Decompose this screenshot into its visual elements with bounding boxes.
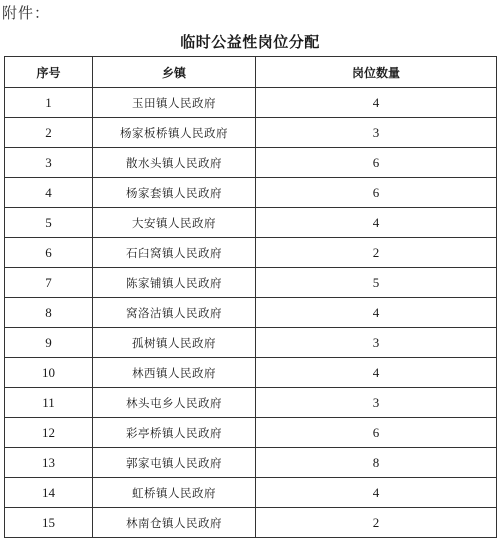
- table-header-row: [5, 57, 497, 88]
- column-header-number: 序号: [5, 57, 93, 88]
- row-count: 3: [256, 118, 497, 148]
- row-count: 3: [256, 388, 497, 418]
- row-town: 陈家铺镇人民政府: [93, 268, 256, 298]
- table-row: [5, 418, 497, 448]
- row-town: 虹桥镇人民政府: [93, 478, 256, 508]
- row-count: 3: [256, 328, 497, 358]
- table-row: [5, 118, 497, 148]
- table-row: [5, 328, 497, 358]
- table-row: [5, 178, 497, 208]
- row-number: 6: [5, 238, 93, 268]
- row-number: 5: [5, 208, 93, 238]
- row-town: 杨家板桥镇人民政府: [93, 118, 256, 148]
- document-title: 临时公益性岗位分配: [180, 33, 320, 51]
- allocation-table: [4, 56, 497, 538]
- row-count: 4: [256, 478, 497, 508]
- table-row: [5, 148, 497, 178]
- column-header-town: 乡镇: [93, 57, 256, 88]
- table-row: [5, 88, 497, 118]
- row-town: 大安镇人民政府: [93, 208, 256, 238]
- attachment-label: 附件：: [2, 4, 51, 22]
- row-number: 7: [5, 268, 93, 298]
- row-town: 孤树镇人民政府: [93, 328, 256, 358]
- row-count: 6: [256, 418, 497, 448]
- column-header-count: 岗位数量: [256, 57, 497, 88]
- row-town: 散水头镇人民政府: [93, 148, 256, 178]
- row-count: 4: [256, 208, 497, 238]
- row-town: 窝洛沽镇人民政府: [93, 298, 256, 328]
- row-town: 玉田镇人民政府: [93, 88, 256, 118]
- row-town: 杨家套镇人民政府: [93, 178, 256, 208]
- row-number: 1: [5, 88, 93, 118]
- row-number: 11: [5, 388, 93, 418]
- table-body: [5, 88, 497, 538]
- row-town: 石臼窝镇人民政府: [93, 238, 256, 268]
- table-row: [5, 448, 497, 478]
- row-count: 5: [256, 268, 497, 298]
- row-number: 12: [5, 418, 93, 448]
- row-town: 林西镇人民政府: [93, 358, 256, 388]
- table-row: [5, 238, 497, 268]
- row-count: 2: [256, 238, 497, 268]
- row-number: 15: [5, 508, 93, 538]
- row-count: 4: [256, 88, 497, 118]
- table-row: [5, 388, 497, 418]
- row-town: 郭家屯镇人民政府: [93, 448, 256, 478]
- row-number: 9: [5, 328, 93, 358]
- row-town: 彩亭桥镇人民政府: [93, 418, 256, 448]
- row-count: 2: [256, 508, 497, 538]
- row-count: 6: [256, 178, 497, 208]
- row-number: 13: [5, 448, 93, 478]
- table-row: [5, 358, 497, 388]
- row-count: 8: [256, 448, 497, 478]
- row-count: 6: [256, 148, 497, 178]
- table-row: [5, 268, 497, 298]
- table-row: [5, 298, 497, 328]
- row-number: 4: [5, 178, 93, 208]
- row-number: 10: [5, 358, 93, 388]
- row-number: 3: [5, 148, 93, 178]
- row-number: 14: [5, 478, 93, 508]
- row-number: 8: [5, 298, 93, 328]
- row-count: 4: [256, 298, 497, 328]
- table-row: [5, 208, 497, 238]
- row-number: 2: [5, 118, 93, 148]
- row-count: 4: [256, 358, 497, 388]
- table-row: [5, 508, 497, 538]
- table-row: [5, 478, 497, 508]
- row-town: 林头屯乡人民政府: [93, 388, 256, 418]
- row-town: 林南仓镇人民政府: [93, 508, 256, 538]
